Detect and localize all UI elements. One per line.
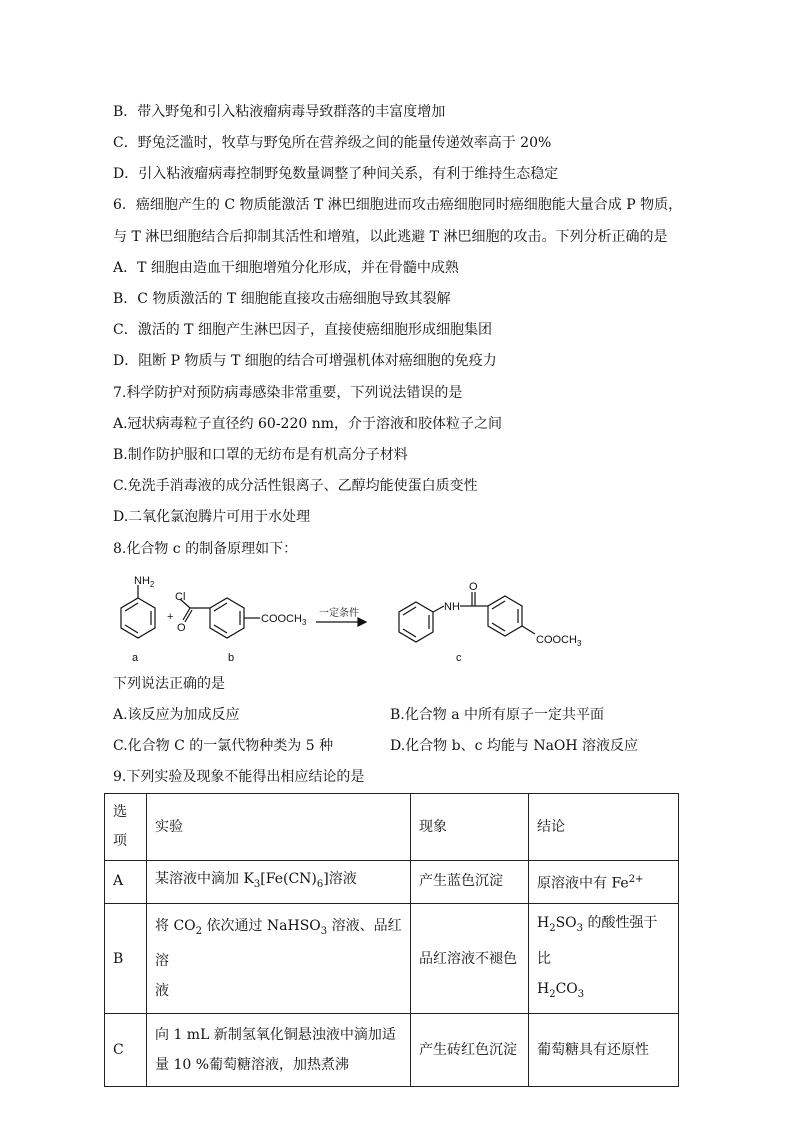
row-phenomenon: 产生砖红色沉淀: [411, 1014, 529, 1087]
ester-label-b: $COOCH_3$: [261, 613, 307, 627]
line-q7-stem: 7.科学防护对预防病毒感染非常重要，下列说法错误的是: [113, 385, 463, 401]
header-experiment: 实验: [147, 794, 411, 861]
line-q9-stem: 9.下列实验及现象不能得出相应结论的是: [113, 769, 365, 785]
row-experiment: 向 1 mL 新制氢氧化铜悬浊液中滴加适 量 10 %葡萄糖溶液，加热煮沸: [147, 1014, 411, 1087]
row-phenomenon: 品红溶液不褪色: [411, 903, 529, 1014]
line-q7c: C.免洗手消毒液的成分活性银离子、乙醇均能使蛋白质变性: [113, 478, 478, 494]
line-q8a: A.该反应为加成反应: [113, 707, 240, 723]
line-q8c: C.化合物 C 的一氯代物种类为 5 种: [113, 738, 334, 754]
line-q6c: C．激活的 T 细胞产生淋巴因子，直接使癌细胞形成细胞集团: [113, 322, 492, 338]
line-q8b: B.化合物 a 中所有原子一定共平面: [390, 707, 604, 723]
table-row: [105, 861, 679, 904]
row-conclusion: 葡萄糖具有还原性: [529, 1014, 679, 1087]
compound-b: [180, 598, 260, 638]
compound-c: [399, 592, 535, 642]
experiment-table: [104, 793, 679, 1087]
carbonyl-o-c: O: [469, 581, 478, 593]
line-q5c: C．野兔泛滥时，牧草与野兔所在营养级之间的能量传递效率高于 20%: [113, 135, 552, 151]
row-experiment: 某溶液中滴加 $K_3[Fe(CN)_6]$溶液: [147, 861, 411, 904]
chloro-label: Cl: [175, 591, 186, 603]
table-row: [105, 903, 679, 1014]
compound-a-label: a: [132, 652, 139, 664]
amino-group-label: $NH_2$: [134, 575, 155, 589]
line-q6d: D．阻断 P 物质与 T 细胞的结合可增强机体对癌细胞的免疫力: [113, 353, 497, 369]
line-q7a: A.冠状病毒粒子直径约 60-220 nm，介于溶液和胶体粒子之间: [113, 416, 503, 432]
compound-a: [121, 585, 155, 638]
row-option: C: [105, 1014, 147, 1087]
reaction-arrow: [316, 618, 366, 626]
line-q6b: B．C 物质激活的 T 细胞能直接攻击癌细胞导致其裂解: [113, 291, 451, 307]
plus-sign: +: [167, 611, 174, 623]
row-option: A: [105, 861, 147, 904]
ester-label-c: $COOCH_3$: [536, 634, 582, 648]
line-q6-stem2: 与 T 淋巴细胞结合后抑制其活性和增殖，以此逃避 T 淋巴细胞的攻击。下列分析正确的是: [113, 229, 668, 245]
compound-c-label: c: [456, 652, 462, 664]
line-q6a: A．T 细胞由造血干细胞增殖分化形成，并在骨髓中成熟: [113, 260, 459, 276]
table-row: [105, 1014, 679, 1087]
row-option: B: [105, 903, 147, 1014]
line-q8-stem: 8.化合物 c 的制备原理如下：: [113, 541, 298, 557]
reaction-scheme: [110, 568, 610, 668]
line-q7b: B.制作防护服和口罩的无纺布是有机高分子材料: [113, 447, 408, 463]
row-experiment: 将 $CO_2$ 依次通过 NaHSO$_3$ 溶液、品红溶 液: [147, 903, 411, 1014]
row-phenomenon: 产生蓝色沉淀: [411, 861, 529, 904]
row-conclusion: $H_2SO_3$ 的酸性强于比 $H_2CO_3$: [529, 903, 679, 1014]
amide-nh-label: NH: [444, 601, 460, 613]
row-conclusion: 原溶液中有 $Fe^{2+}$: [529, 861, 679, 904]
header-phenomenon: 现象: [411, 794, 529, 861]
header-option: 选项: [105, 794, 147, 861]
line-q5b: B．带入野兔和引入粘液瘤病毒导致群落的丰富度增加: [113, 104, 446, 120]
line-q8d: D.化合物 b、c 均能与 NaOH 溶液反应: [390, 738, 639, 754]
header-conclusion: 结论: [529, 794, 679, 861]
line-q7d: D.二氧化氯泡腾片可用于水处理: [113, 509, 311, 525]
condition-label: 一定条件: [319, 608, 359, 619]
table-header-row: [105, 794, 679, 861]
compound-b-label: b: [228, 652, 235, 664]
line-q6-stem1: 6．癌细胞产生的 C 物质能激活 T 淋巴细胞进而攻击癌细胞同时癌细胞能大量合成 P 物质，: [113, 197, 683, 213]
carbonyl-o-b: O: [177, 622, 186, 634]
line-q5d: D．引入粘液瘤病毒控制野兔数量调整了种间关系，有利于维持生态稳定: [113, 166, 559, 182]
line-q8-ask: 下列说法正确的是: [113, 676, 225, 692]
